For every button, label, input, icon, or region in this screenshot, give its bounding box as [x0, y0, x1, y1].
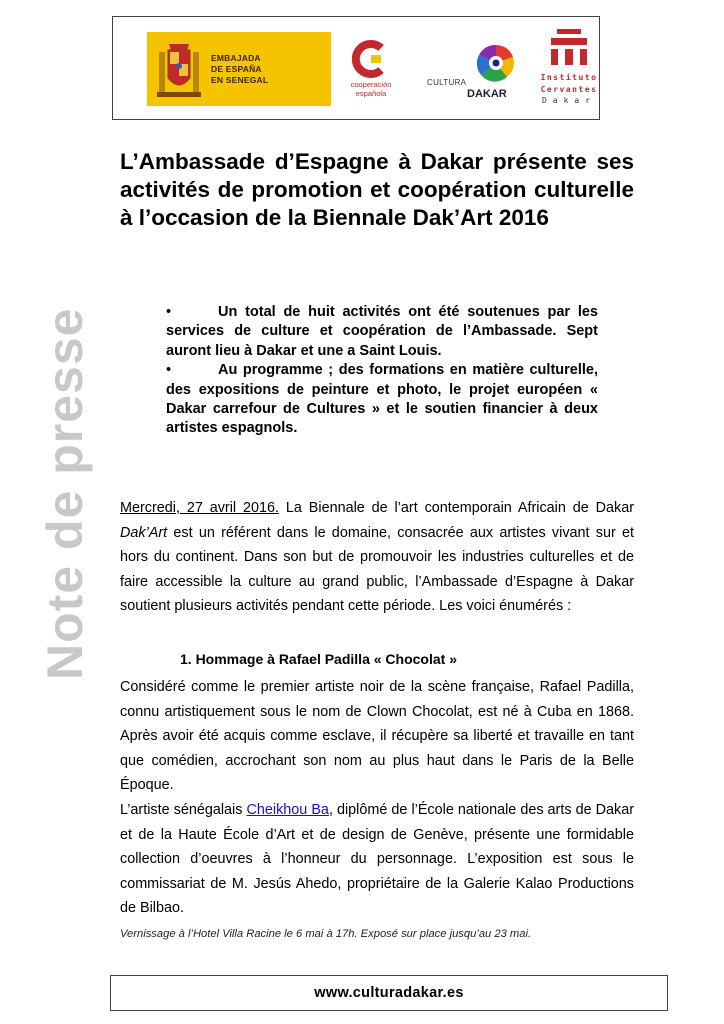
cooperacion-label: cooperación: [350, 80, 392, 89]
section-paragraph-artist: [120, 798, 634, 921]
press-date: Mercredi, 27 avril 2016.: [120, 500, 280, 516]
bullet-marker: •: [166, 304, 172, 320]
section-heading: 1. Hommage à Rafael Padilla « Chocolat »: [180, 651, 457, 667]
cooperacion-logo: [331, 32, 411, 106]
instituto-cervantes-logo: [537, 29, 601, 113]
embassy-logo: [147, 32, 331, 106]
cervantes-label: Cervantes: [540, 85, 598, 94]
section-body: [120, 675, 634, 921]
instituto-city-label: Dakar: [541, 96, 597, 105]
page-title: L’Ambassade d’Espagne à Dakar présente ses activités de promotion et coopération culturelle à l’occasion de la Biennale Dak’Art 2016: [120, 149, 634, 230]
footer-url[interactable]: www.culturadakar.es: [314, 985, 464, 1001]
cooperacion-c-icon: [351, 40, 391, 78]
bullet-marker: •: [166, 362, 172, 379]
footer: [110, 975, 668, 1011]
artist-intro-text: L’artiste sénégalais: [120, 801, 247, 818]
logo-header: [112, 16, 600, 120]
cultura-label: CULTURA: [427, 78, 467, 87]
espanola-label: española: [355, 89, 387, 98]
bullet-item: [166, 361, 598, 439]
cervantes-symbol-icon: [547, 29, 591, 67]
coat-of-arms-icon: [157, 38, 201, 100]
bullet-item: [166, 303, 598, 361]
side-label-note-de-presse: Note de presse: [37, 307, 93, 680]
intro-paragraph: [120, 496, 634, 619]
summary-bullets: [166, 303, 598, 439]
intro-text-cont: est un référent dans le domaine, consacrée aux artistes vivant sur et hors du continent. Dans son but de promouvoir les industries culturelles et de faire accessible la culture au grand public, l’Ambassade d’Espagne à Dakar soutient plusieurs activités pendant cette période. Les voici énumérés :: [120, 524, 634, 615]
cultura-dakar-circle-icon: [467, 43, 525, 83]
dakar-label: DAKAR: [467, 88, 507, 100]
artist-link-cheikhou-ba[interactable]: Cheikhou Ba: [246, 801, 329, 818]
bullet-text: Au programme ; des formations en matière culturelle, des expositions de peinture et photo, le projet européen « Dakar carrefour de Cultures » et le soutien financier à deux artistes espagnols.: [166, 362, 598, 437]
section-paragraph: Considéré comme le premier artiste noir de la scène française, Rafael Padilla, connu artistiquement sous le nom de Clown Chocolat, est né à Cuba en 1868. Après avoir été acquis comme esclave, il récupère sa liberté et travaille en tant que comédien, accrochant son nom au plus haut dans le Paris de la Belle Époque.: [120, 679, 634, 794]
intro-text: La Biennale de l’art contemporain Africain de Dakar: [279, 500, 635, 516]
artist-paragraph-text: , diplômé de l’École nationale des arts de Dakar et de la Haute École d’Art et de design de Genève, présente une formidable collection d’oeuvres à l’honneur du personnage. L’exposition est sous le commissariat de M. Jesús Ahedo, propriétaire de la Galerie Kalao Productions de Bilbao.: [120, 801, 635, 917]
bullet-text: Un total de huit activités ont été soutenues par les services de culture et coopération de l’Ambassade. Sept auront lieu à Dakar et une a Saint Louis.: [166, 304, 598, 359]
dakart-name: Dak’Art: [120, 524, 168, 541]
cultura-dakar-logo: [423, 43, 535, 105]
vernissage-note: Vernissage à l’Hotel Villa Racine le 6 mai à 17h. Exposé sur place jusqu’au 23 mai.: [120, 928, 532, 940]
instituto-label: Instituto: [540, 73, 598, 82]
embassy-name: EMBAJADA DE ESPAÑA EN SENEGAL: [211, 52, 269, 85]
